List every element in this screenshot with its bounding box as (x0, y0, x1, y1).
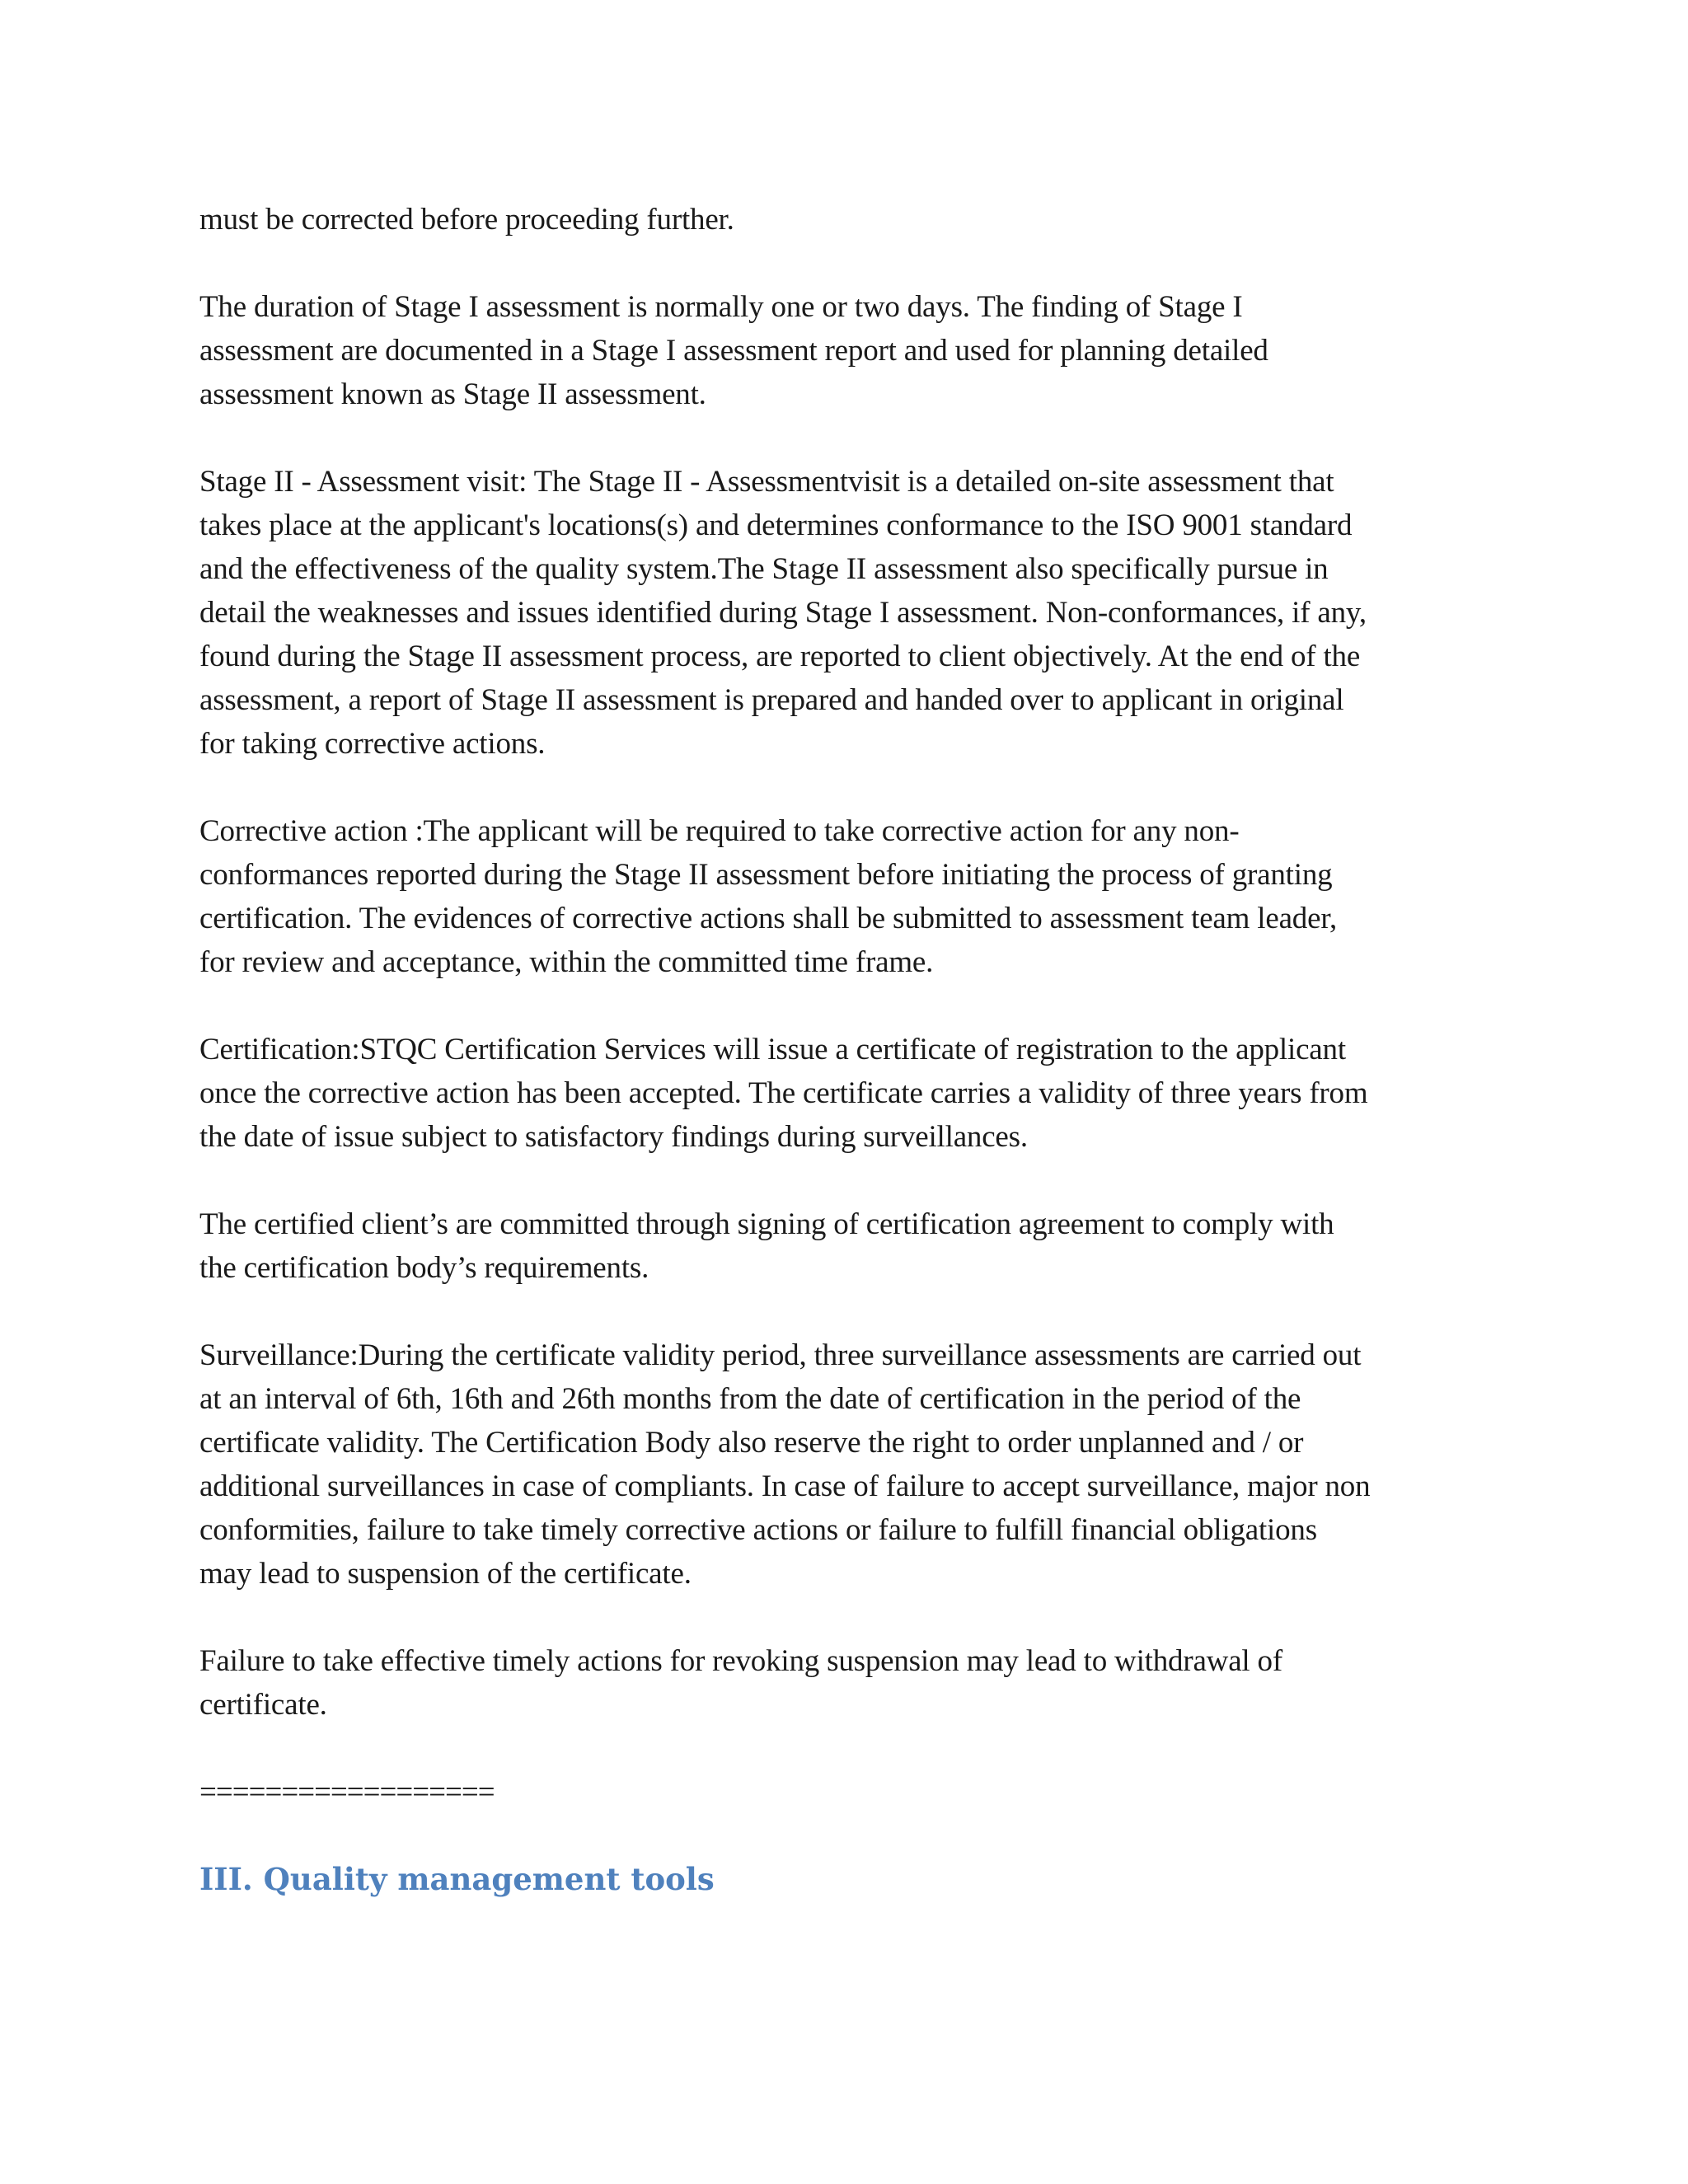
document-page (199, 198, 1502, 1901)
separator-line: ================== (199, 1775, 495, 1809)
text-line: Certification:STQC Certification Services will issue a certificate of registration to the applicant (199, 1033, 1346, 1066)
text-line: for taking corrective actions. (199, 727, 546, 761)
text-line: found during the Stage II assessment process, are reported to client objectively. At the end of the (199, 640, 1361, 673)
text-line: must be corrected before proceeding further. (199, 203, 734, 237)
text-line: may lead to suspension of the certificate. (199, 1557, 692, 1591)
text-line: The certified client’s are committed through signing of certification agreement to comply with (199, 1207, 1334, 1241)
paragraph-corrective-action (199, 809, 1502, 984)
text-line: certificate. (199, 1688, 327, 1722)
text-line: detail the weaknesses and issues identified during Stage I assessment. Non-conformances, if any, (199, 596, 1367, 630)
text-line: certificate validity. The Certification Body also reserve the right to order unplanned and / or (199, 1426, 1304, 1460)
text-line: additional surveillances in case of compliants. In case of failure to accept surveillance, major non (199, 1469, 1371, 1503)
text-line: and the effectiveness of the quality system.The Stage II assessment also specifically pursue in (199, 552, 1329, 586)
text-line: for review and acceptance, within the committed time frame. (199, 945, 934, 979)
text-line: Failure to take effective timely actions for revoking suspension may lead to withdrawal of (199, 1644, 1282, 1678)
text-line: certification. The evidences of corrective actions shall be submitted to assessment team leader, (199, 902, 1338, 935)
paragraph-correction-note (199, 198, 1502, 241)
text-line: once the corrective action has been accepted. The certificate carries a validity of three years from (199, 1076, 1368, 1110)
text-line: conformities, failure to take timely corrective actions or failure to fulfill financial obligations (199, 1513, 1317, 1547)
text-line: conformances reported during the Stage II assessment before initiating the process of granting (199, 858, 1333, 892)
text-line: assessment are documented in a Stage I assessment report and used for planning detailed (199, 334, 1268, 368)
text-line: at an interval of 6th, 16th and 26th months from the date of certification in the period of the (199, 1382, 1301, 1416)
section-heading: III. Quality management tools (199, 1861, 715, 1897)
text-line: assessment known as Stage II assessment. (199, 377, 706, 411)
paragraph-certification (199, 1028, 1502, 1159)
text-line: the certification body’s requirements. (199, 1251, 649, 1285)
text-line: assessment, a report of Stage II assessment is prepared and handed over to applicant in original (199, 683, 1344, 717)
text-line: takes place at the applicant's locations(s) and determines conformance to the ISO 9001 standard (199, 509, 1353, 542)
paragraph-withdrawal (199, 1639, 1502, 1727)
text-line: Corrective action :The applicant will be required to take corrective action for any non- (199, 814, 1240, 848)
paragraph-stage1-duration (199, 285, 1502, 416)
paragraph-stage2-visit (199, 460, 1502, 766)
text-line: Surveillance:During the certificate validity period, three surveillance assessments are carried out (199, 1338, 1362, 1372)
text-line: the date of issue subject to satisfactory findings during surveillances. (199, 1120, 1028, 1154)
text-line: Stage II - Assessment visit: The Stage II - Assessmentvisit is a detailed on-site assessment that (199, 465, 1334, 499)
text-line: The duration of Stage I assessment is normally one or two days. The finding of Stage I (199, 290, 1243, 324)
paragraph-surveillance (199, 1333, 1502, 1596)
paragraph-certified-clients (199, 1202, 1502, 1290)
